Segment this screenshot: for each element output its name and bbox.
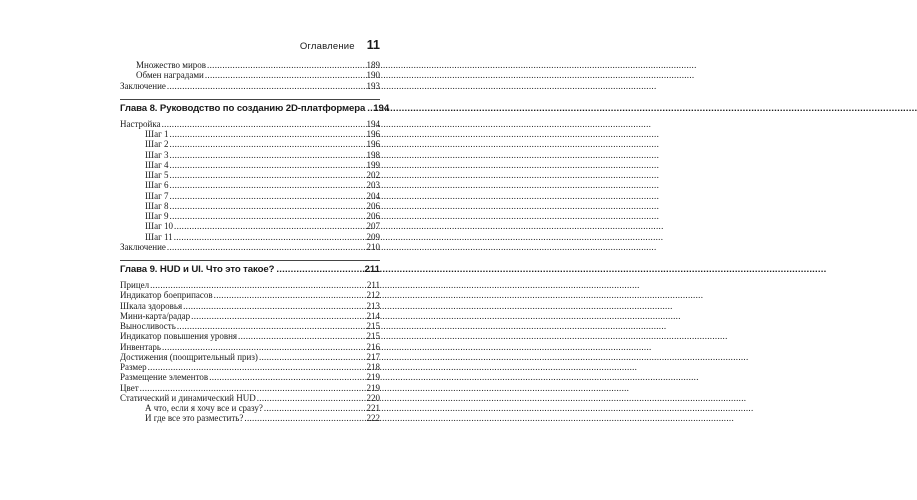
toc-entry[interactable] <box>120 221 380 231</box>
toc-entry-page: 202 <box>366 170 380 180</box>
toc-entry-page: 219 <box>366 372 380 383</box>
dot-leader <box>170 160 366 170</box>
toc-entry[interactable] <box>120 211 380 221</box>
dot-leader <box>167 242 366 252</box>
toc-entry-title: Шаг 3 <box>145 149 169 160</box>
dot-leader <box>259 352 366 362</box>
dot-leader <box>148 362 366 372</box>
toc-entry-page: 196 <box>366 129 380 139</box>
chapter-page: 211 <box>364 264 380 275</box>
toc-entry[interactable] <box>120 280 380 290</box>
dot-leader <box>150 280 366 290</box>
dot-leader <box>191 311 365 321</box>
dot-leader <box>162 342 366 352</box>
dot-leader <box>207 60 365 70</box>
toc-entry-title: Шаг 2 <box>145 139 169 150</box>
toc-entry-title: Мини-карта/радар <box>120 310 191 321</box>
toc-entry-title: Достижения (поощрительный приз) <box>120 351 258 362</box>
toc-entry-page: 207 <box>366 221 380 232</box>
toc-entry[interactable] <box>120 301 380 311</box>
toc-entry[interactable] <box>120 342 380 352</box>
dot-leader <box>205 70 366 80</box>
toc-entry-page: 189 <box>366 60 380 70</box>
toc-entry[interactable] <box>120 393 380 403</box>
toc-entry[interactable] <box>120 362 380 372</box>
toc-block-previous-chapter-tail <box>120 60 380 91</box>
dot-leader <box>276 264 362 275</box>
dot-leader <box>162 119 366 129</box>
toc-entry-title: Заключение <box>120 80 166 91</box>
dot-leader <box>170 211 366 221</box>
toc-entry-title: Обмен наградами <box>136 70 204 81</box>
toc-entry-title: Размещение элементов <box>120 372 209 383</box>
toc-entry-page: 209 <box>366 231 380 242</box>
toc-entry[interactable] <box>120 160 380 170</box>
toc-entry-title: Размер <box>120 362 147 372</box>
toc-entry[interactable] <box>120 242 380 252</box>
chapter-title: Глава 9. HUD и UI. Что это такое? <box>120 264 275 275</box>
toc-entry-page: 199 <box>366 159 380 170</box>
toc-entry[interactable] <box>120 311 380 321</box>
toc-entry-page: 210 <box>366 241 380 252</box>
toc-entry-page: 214 <box>366 310 380 321</box>
toc-entry[interactable] <box>120 170 380 180</box>
toc-entry-page: 196 <box>366 139 380 150</box>
toc-entry[interactable] <box>120 150 380 160</box>
toc-entry-page: 215 <box>366 331 380 342</box>
toc-entry-title: Шаг 4 <box>145 159 169 170</box>
toc-entry-title: Шаг 5 <box>145 170 169 180</box>
toc-chapter-9-heading[interactable] <box>120 260 380 276</box>
toc-entry-page: 206 <box>366 211 380 221</box>
toc-entry[interactable] <box>120 139 380 149</box>
toc-entry-page: 194 <box>366 118 380 129</box>
toc-entry[interactable] <box>120 290 380 300</box>
chapter-page: 194 <box>373 102 390 114</box>
toc-entry-page: 217 <box>366 351 380 362</box>
toc-entry-page: 221 <box>366 403 380 413</box>
toc-entry-title: Шаг 9 <box>145 211 169 221</box>
toc-entry-page: 193 <box>366 80 380 91</box>
toc-entry-title: Множество миров <box>136 60 207 70</box>
toc-entry-page: 203 <box>366 180 380 191</box>
toc-entry-title: Настройка <box>120 118 161 129</box>
toc-entry-page: 204 <box>366 190 380 201</box>
dot-leader <box>170 129 366 139</box>
dot-leader <box>170 201 366 211</box>
toc-entry-title: Шкала здоровья <box>120 300 183 311</box>
toc-entry[interactable] <box>120 232 380 242</box>
toc-entry-page: 218 <box>366 362 380 372</box>
toc-entry[interactable] <box>120 352 380 362</box>
toc-entry-title: Цвет <box>120 382 139 393</box>
toc-entry[interactable] <box>120 403 380 413</box>
running-header-title: Оглавление <box>299 41 355 52</box>
toc-entry-title: И где все это разместить? <box>145 413 244 424</box>
toc-entry[interactable] <box>120 383 380 393</box>
toc-chapter-9-entries <box>120 280 380 424</box>
toc-entry-page: 215 <box>366 321 380 331</box>
toc-entry[interactable] <box>120 81 380 91</box>
toc-entry-title: Шаг 7 <box>145 190 169 201</box>
toc-entry-page: 190 <box>366 70 380 81</box>
running-header <box>120 38 380 54</box>
dot-leader <box>174 232 366 242</box>
toc-entry-title: Инвентарь <box>120 341 161 352</box>
toc-entry[interactable] <box>120 119 380 129</box>
toc-entry-title: Шаг 8 <box>145 200 169 211</box>
toc-entry-title: А что, если я хочу все и сразу? <box>145 403 263 413</box>
toc-entry-page: 222 <box>366 413 380 424</box>
dot-leader <box>170 170 366 180</box>
dot-leader <box>238 331 365 341</box>
toc-entry-page: 206 <box>366 200 380 211</box>
dot-leader <box>170 191 366 201</box>
toc-entry-title: Шаг 11 <box>145 231 173 242</box>
toc-entry-title: Индикатор повышения уровня <box>120 331 238 342</box>
toc-entry[interactable] <box>120 372 380 382</box>
page-number: 11 <box>366 38 380 52</box>
toc-entry-page: 213 <box>366 300 380 311</box>
toc-entry-page: 198 <box>366 149 380 160</box>
toc-entry-page: 211 <box>366 280 380 290</box>
toc-entry[interactable] <box>120 201 380 211</box>
dot-leader <box>183 301 365 311</box>
dot-leader <box>177 321 366 331</box>
dot-leader <box>214 290 366 300</box>
chapter-title: Глава 8. Руководство по созданию 2D-платформера <box>120 102 366 114</box>
toc-entry-title: Шаг 10 <box>145 221 174 232</box>
toc-chapter-8-entries <box>120 119 380 252</box>
toc-entry[interactable] <box>120 331 380 341</box>
toc-entry[interactable] <box>120 60 380 70</box>
dot-leader <box>264 403 366 413</box>
toc-entry-page: 220 <box>366 392 380 403</box>
toc-entry[interactable] <box>120 321 380 331</box>
dot-leader <box>244 413 365 423</box>
toc-entry-title: Заключение <box>120 241 166 252</box>
toc-entry-title: Индикатор боеприпасов <box>120 290 213 301</box>
dot-leader <box>174 221 365 231</box>
dot-leader <box>170 139 366 149</box>
dot-leader <box>170 180 366 190</box>
toc-entry-title: Выносливость <box>120 321 176 331</box>
toc-chapter-8-heading[interactable] <box>120 99 390 115</box>
toc-entry[interactable] <box>120 70 380 80</box>
toc-entry-title: Шаг 6 <box>145 180 169 191</box>
table-of-contents <box>120 60 390 424</box>
dot-leader <box>140 383 366 393</box>
toc-entry[interactable] <box>120 413 380 423</box>
toc-entry[interactable] <box>120 191 380 201</box>
dot-leader <box>257 393 366 403</box>
toc-entry-page: 219 <box>366 382 380 393</box>
dot-leader <box>209 372 365 382</box>
toc-entry-title: Статический и динамический HUD <box>120 392 256 403</box>
toc-entry-page: 216 <box>366 341 380 352</box>
toc-entry-title: Шаг 1 <box>145 129 169 139</box>
toc-entry[interactable] <box>120 129 380 139</box>
toc-entry-title: Прицел <box>120 280 150 290</box>
toc-entry-page: 212 <box>366 290 380 301</box>
toc-entry[interactable] <box>120 180 380 190</box>
dot-leader <box>167 81 366 91</box>
dot-leader <box>170 150 366 160</box>
